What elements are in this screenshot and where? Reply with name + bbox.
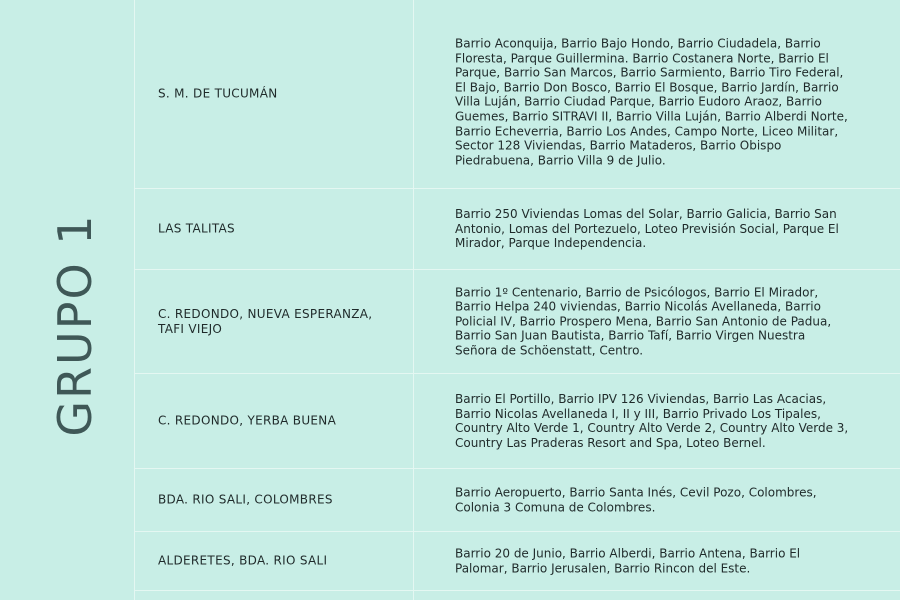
table-row bbox=[135, 469, 900, 532]
barrios-list: Barrio 250 Viviendas Lomas del Solar, Barrio Galicia, Barrio San Antonio, Lomas del Portezuelo, Loteo Previsión Social, Parque El Mirador, Parque Independencia. bbox=[455, 207, 839, 251]
table-row bbox=[135, 0, 900, 189]
table-row bbox=[135, 374, 900, 469]
barrios-list: Barrio 20 de Junio, Barrio Alberdi, Barrio Antena, Barrio El Palomar, Barrio Jerusalen, Barrio Rincon del Este. bbox=[455, 546, 801, 575]
location-name: BDA. RIO SALI, COLOMBRES bbox=[158, 492, 333, 507]
location-name: C. REDONDO, YERBA BUENA bbox=[158, 413, 337, 428]
location-name: C. REDONDO, NUEVA ESPERANZA, TAFI VIEJO bbox=[158, 306, 373, 336]
table-row bbox=[135, 532, 900, 591]
group-column bbox=[0, 0, 135, 600]
group-label: GRUPO 1 bbox=[48, 213, 102, 437]
barrios-list: Barrio El Portillo, Barrio IPV 126 Viviendas, Barrio Las Acacias, Barrio Nicolas Avellaneda I, II y III, Barrio Privado Los Tipales, Country Alto Verde 1, Country Alto Verde 2, Country Alto Verde 3, Country Las Praderas Resort and Spa, Loteo Bernel. bbox=[455, 391, 849, 450]
table-row bbox=[135, 189, 900, 270]
location-name: LAS TALITAS bbox=[158, 221, 235, 236]
barrios-list: Barrio Aconquija, Barrio Bajo Hondo, Barrio Ciudadela, Barrio Floresta, Parque Guillermina. Barrio Costanera Norte, Barrio El Parque, Barrio San Marcos, Barrio Sarmiento, Barrio Tiro Federal, El Bajo, Barrio Don Bosco, Barrio El Bosque, Barrio Jardín, Barrio Villa Luján, Barrio Ciudad Parque, Barrio Eudoro Araoz, Barrio Guemes, Barrio SITRAVI II, Barrio Villa Luján, Barrio Alberdi Norte, Barrio Echeverria, Barrio Los Andes, Campo Norte, Liceo Militar, Sector 128 Viviendas, Barrio Mataderos, Barrio Obispo Piedrabuena, Barrio Villa 9 de Julio. bbox=[455, 36, 848, 168]
table-row bbox=[135, 270, 900, 374]
barrios-list: Barrio Aeropuerto, Barrio Santa Inés, Cevil Pozo, Colombres, Colonia 3 Comuna de Colombres. bbox=[455, 485, 817, 514]
location-name: ALDERETES, BDA. RIO SALI bbox=[158, 553, 328, 568]
barrios-list: Barrio 1º Centenario, Barrio de Psicólogos, Barrio El Mirador, Barrio Helpa 240 viviendas, Barrio Nicolás Avellaneda, Barrio Policial IV, Barrio Prospero Mena, Barrio San Antonio de Padua, Barrio San Juan Bautista, Barrio Tafí, Barrio Virgen Nuestra Señora de Schöenstatt, Centro. bbox=[455, 285, 832, 358]
location-name: S. M. DE TUCUMÁN bbox=[158, 86, 278, 101]
